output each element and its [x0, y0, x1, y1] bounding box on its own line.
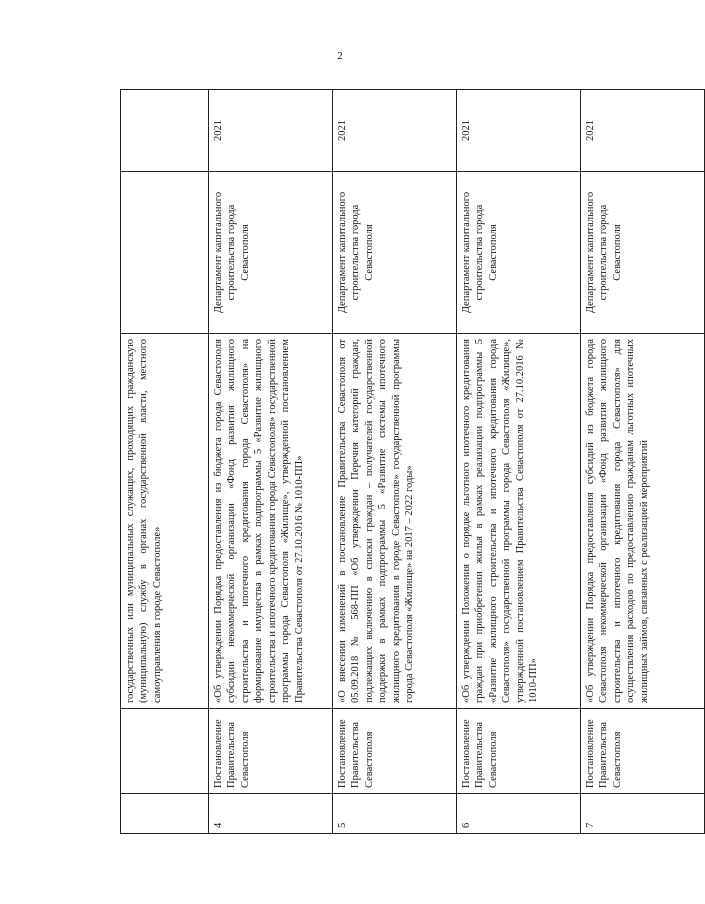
executor-cell: [121, 172, 209, 334]
year-cell: 2021: [333, 90, 457, 172]
row-number-cell: 5: [333, 794, 457, 834]
document-type-cell: Постановление Правительства Севастополя: [581, 709, 705, 794]
year-cell: 2021: [209, 90, 333, 172]
table-row: [333, 90, 457, 834]
row-number-cell: 4: [209, 794, 333, 834]
document-type-cell: Постановление Правительства Севастополя: [457, 709, 581, 794]
table-row: [209, 90, 333, 834]
executor-cell: Департамент капитального строительства города Севастополя: [333, 172, 457, 334]
row-number-cell: 7: [581, 794, 705, 834]
year-cell: [121, 90, 209, 172]
document-title-cell: «Об утверждении Порядка предоставления субсидий из бюджета города Севастополя некоммерческой организации «Фонд развития жилищного строительства и ипотечного кредитования города Севастополя» для осуществления расходов по предоставлению гражданам льготных ипотечных жилищных займов, связанных с реализацией мероприятий: [581, 334, 705, 709]
executor-cell: Департамент капитального строительства города Севастополя: [457, 172, 581, 334]
document-type-cell: Постановление Правительства Севастополя: [333, 709, 457, 794]
document-title-cell: «Об утверждении Порядка предоставления из бюджета города Севастополя субсидии некоммерческой организации «Фонд развития жилищного строительства и ипотечного кредитования города Севастополя» на формирование имущества в рамках подпрограммы 5 «Развитие жилищного строительства и ипотечного кредитования города Севастополя» государственной программы города Севастополя «Жилище», утвержденной постановлением Правительства Севастополя от 27.10.2016 № 1010-ПП»: [209, 334, 333, 709]
table-row: [581, 90, 705, 834]
table-row: [121, 90, 209, 834]
executor-cell: Департамент капитального строительства города Севастополя: [581, 172, 705, 334]
rotated-table-container: [120, 90, 650, 834]
table-row: [457, 90, 581, 834]
documents-table: [120, 89, 705, 834]
row-number-cell: [121, 794, 209, 834]
document-type-cell: [121, 709, 209, 794]
document-type-cell: Постановление Правительства Севастополя: [209, 709, 333, 794]
year-cell: 2021: [581, 90, 705, 172]
document-title-cell: государственных или муниципальных служащих, проходящих гражданскую (муниципальную) службу в органах государственной власти, местного самоуправления в городе Севастополе»: [121, 334, 209, 709]
page-number: 2: [337, 50, 343, 62]
executor-cell: Департамент капитального строительства города Севастополя: [209, 172, 333, 334]
year-cell: 2021: [457, 90, 581, 172]
document-title-cell: «Об утверждении Положения о порядке льготного ипотечного кредитования граждан при приобретении жилья в рамках реализации подпрограммы 5 «Развитие жилищного строительства и ипотечного кредитования города Севастополя» государственной программы города Севастополя «Жилище», утвержденной постановлением Правительства Севастополя от 27.10.2016 № 1010-ПП»: [457, 334, 581, 709]
document-title-cell: «О внесении изменений в постановление Правительства Севастополя от 05.09.2018 № 568-ПП «Об утверждении Перечня категорий граждан, подлежащих включению в списки граждан – получателей государственной поддержки в рамках подпрограммы 5 «Развитие системы ипотечного жилищного кредитования в городе Севастополе» государственной программы города Севастополя «Жилище» на 2017 – 2022 годы»: [333, 334, 457, 709]
row-number-cell: 6: [457, 794, 581, 834]
